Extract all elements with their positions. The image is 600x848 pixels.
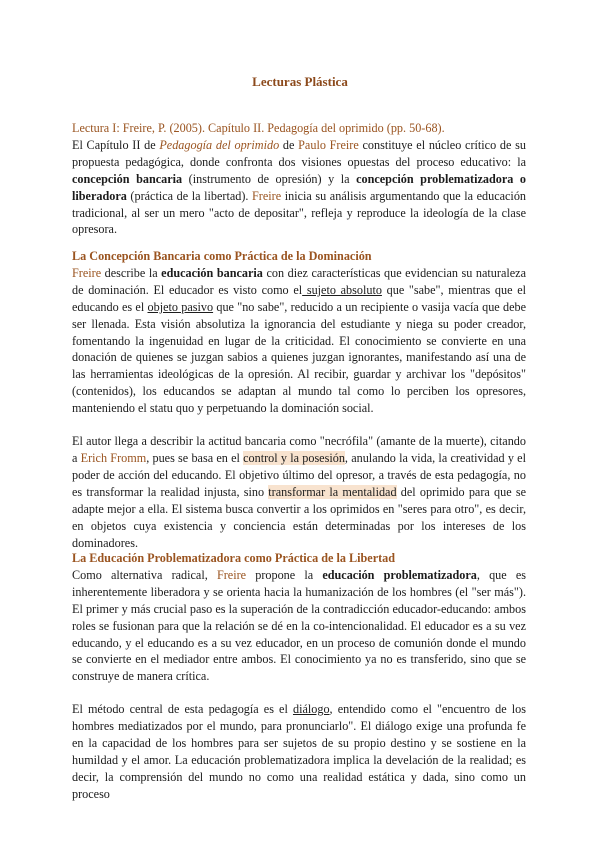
text: , anulando la vida, la creatividad y el poder de acción del educando. El objetivo último del opresor, a través de esta pedagogía, no es transformar la realidad injusta, sino (72, 450, 526, 499)
intro-paragraph (72, 137, 526, 238)
text: describe la (101, 265, 162, 280)
text: constituye el núcleo crítico de su propuesta pedagógica, donde confronta dos visiones opuestas del proceso educativo: la (72, 137, 526, 169)
text: que "no sabe", reducido a un recipiente o vasija vacía que debe ser llenada. Esta visión absolutiza la ignorancia del estudiante y niega su poder creador, fomentando la ingenuidad en lugar de la criticidad. El conocimiento se convierte en una donación de quienes se juzgan sabios a quienes juzgan ignorantes, manifestando así una de las herramientas ideológicas de la opresión. Al recibir, guardar y archivar los "depósitos" (contenidos), los educandos se adaptan al mundo tal como lo perciben los opresores, manteniendo el statu quo y perpetuando la dominación social. (72, 299, 526, 416)
author-mention: Freire (72, 265, 102, 280)
text: de (279, 137, 299, 152)
text: que "sabe", mientras que el educando es el (72, 282, 526, 314)
section-problematizing (72, 550, 526, 803)
text: propone la (246, 567, 323, 582)
author-mention: Erich Fromm (80, 450, 147, 465)
reading-intro (72, 120, 526, 238)
document-title: Lecturas Plástica (252, 74, 348, 89)
section-banking (72, 248, 526, 551)
highlighted-term: transformar la mentalidad (268, 484, 397, 499)
author-mention: Freire (216, 567, 247, 582)
highlighted-term: control y la posesión (243, 450, 345, 465)
text: El autor llega a describir la actitud bancaria como "necrófila" (amante de la muerte), citando a (72, 434, 526, 465)
text: , que es inherentemente liberadora y se orienta hacia la humanización de los hombres (el "ser más"). El primer y más crucial paso es la superación de la contradicción educador-educando: ambos roles se fusionan para que la relación se dé en la co-intencionalidad. El educador es a su vez educando, y el educando es a su vez educador, en un proceso de comunión donde el mundo se convierte en el mediador entre ambos. El conocimiento ya no es transferido, sino que se construye de manera crítica. (72, 567, 526, 684)
text: Como alternativa radical, (72, 567, 217, 582)
paragraph (72, 265, 526, 417)
bold-term: educación problematizadora (322, 567, 477, 582)
concept-problematizadora: concepción problematizadora o liberadora (72, 171, 526, 203)
text: inicia su análisis argumentando que la educación tradicional, al ser un mero "acto de depositar", refleja y reproduce la ideología de la clase opresora. (72, 188, 527, 237)
section-heading: La Educación Problematizadora como Práctica de la Libertad (72, 551, 396, 565)
section-heading: La Concepción Bancaria como Práctica de la Dominación (72, 249, 372, 263)
text: del oprimido para que se adapte mejor a ella. El sistema busca convertir a los oprimidos en "seres para otro", es decir, en objetos cuya existencia y conciencia están determinadas por los intereses de los dominadores. (72, 484, 527, 550)
paragraph (72, 433, 526, 551)
text: El Capítulo II de (72, 137, 160, 152)
paragraph (72, 567, 526, 685)
concept-bancaria: concepción bancaria (72, 171, 183, 186)
author-mention: Freire (252, 188, 282, 203)
book-title: Pedagogía del oprimido (159, 137, 280, 152)
text: (práctica de la libertad). (126, 188, 253, 203)
text: , entendido como el "encuentro de los hombres mediatizados por el mundo, para pronunciarlo". El diálogo exige una profunda fe en la capacidad de los hombres para ser sujetos de su propio destino y se sostiene en la humildad y el amor. La educación problematizadora implica la develación de la realidad; es decir, la comprensión del mundo no como una realidad estática y dada, sino como un proceso (72, 702, 526, 801)
reading-reference: Lectura I: Freire, P. (2005). Capítulo II. Pedagogía del oprimido (pp. 50-68). (72, 121, 445, 135)
text: El método central de esta pedagogía es el (72, 702, 293, 717)
author-name: Paulo Freire (298, 137, 359, 152)
text: con diez características que evidencian su naturaleza de dominación. El educador es visto como el (72, 265, 526, 297)
paragraph (72, 701, 526, 802)
underlined-term: sujeto absoluto (302, 282, 382, 297)
text: (instrumento de opresión) y la (182, 171, 357, 186)
underlined-term: diálogo (292, 702, 330, 717)
bold-term: educación bancaria (161, 265, 263, 280)
text: , pues se basa en el (146, 450, 244, 465)
underlined-term: objeto pasivo (147, 299, 214, 314)
